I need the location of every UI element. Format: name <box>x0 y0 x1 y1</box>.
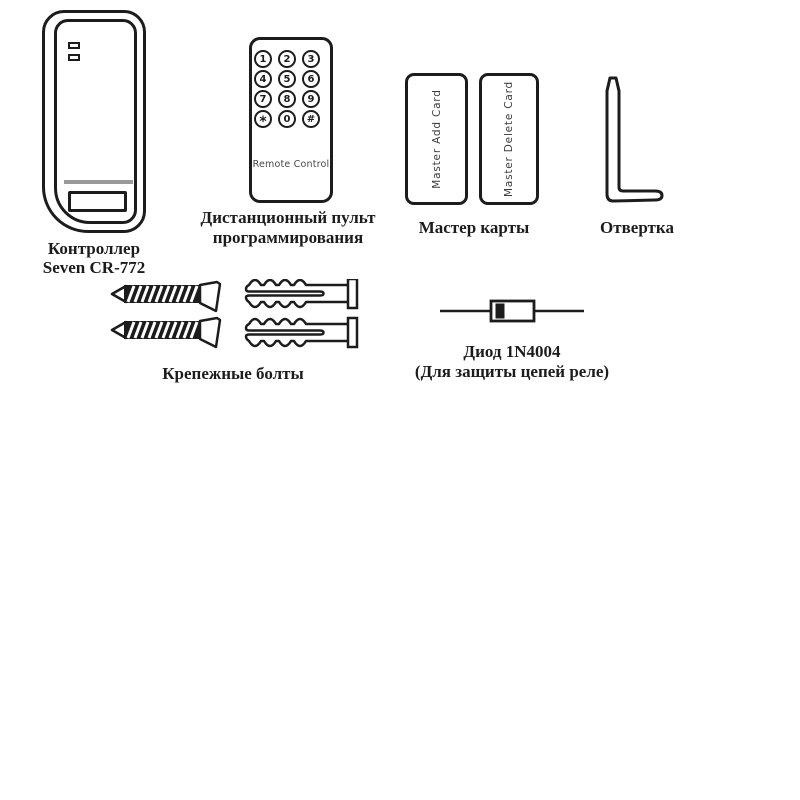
controller-led-2 <box>68 54 80 61</box>
master-add-card-text: Master Add Card <box>430 89 443 189</box>
remote-key-star: * <box>254 110 272 128</box>
master-delete-card-text: Master Delete Card <box>503 81 515 197</box>
controller-label <box>24 239 164 277</box>
screw-1 <box>112 282 220 311</box>
master-add-card <box>405 73 468 205</box>
remote-key-8: 8 <box>278 90 296 108</box>
wall-plug-2 <box>246 318 357 347</box>
controller-card-slot-line <box>64 180 133 184</box>
controller-button-window <box>68 191 127 212</box>
screwdriver-label <box>577 218 697 237</box>
screwdriver-label-text: Отвертка <box>600 218 674 237</box>
controller-label-line1: Контроллер <box>47 239 141 258</box>
controller-led-1 <box>68 42 80 49</box>
access-controller-icon <box>42 10 146 233</box>
remote-key-1: 1 <box>254 50 272 68</box>
diode-label-line1: Диод 1N4004 <box>463 342 561 361</box>
fasteners-label <box>133 364 333 383</box>
remote-key-7: 7 <box>254 90 272 108</box>
controller-front-panel <box>54 19 137 224</box>
remote-control-icon <box>249 37 333 203</box>
remote-key-6: 6 <box>302 70 320 88</box>
remote-key-9: 9 <box>302 90 320 108</box>
controller-label-line2: Seven CR-772 <box>42 258 146 277</box>
remote-key-4: 4 <box>254 70 272 88</box>
remote-key-3: 3 <box>302 50 320 68</box>
diode-cathode-band <box>496 304 505 319</box>
screw-2 <box>112 318 220 347</box>
l-key-screwdriver-icon <box>600 74 670 206</box>
remote-key-2: 2 <box>278 50 296 68</box>
cards-label-text: Мастер карты <box>418 218 530 237</box>
screws-and-wall-plugs-icon <box>108 279 360 351</box>
remote-control-text: Remote Control <box>252 159 330 170</box>
diode-label <box>402 342 622 382</box>
remote-label <box>198 208 378 248</box>
remote-key-5: 5 <box>278 70 296 88</box>
fasteners-label-text: Крепежные болты <box>162 364 304 383</box>
remote-label-line2: программирования <box>212 228 364 247</box>
remote-label-line1: Дистанционный пульт <box>200 208 376 227</box>
cards-label <box>404 218 544 237</box>
remote-key-hash: # <box>302 110 320 128</box>
diode-label-line2: (Для защиты цепей реле) <box>414 362 610 381</box>
l-key-outline <box>607 78 662 201</box>
remote-key-0: 0 <box>278 110 296 128</box>
diode-icon <box>438 298 588 324</box>
master-delete-card <box>479 73 539 205</box>
remote-keypad <box>254 50 320 128</box>
wall-plug-1 <box>246 279 357 308</box>
